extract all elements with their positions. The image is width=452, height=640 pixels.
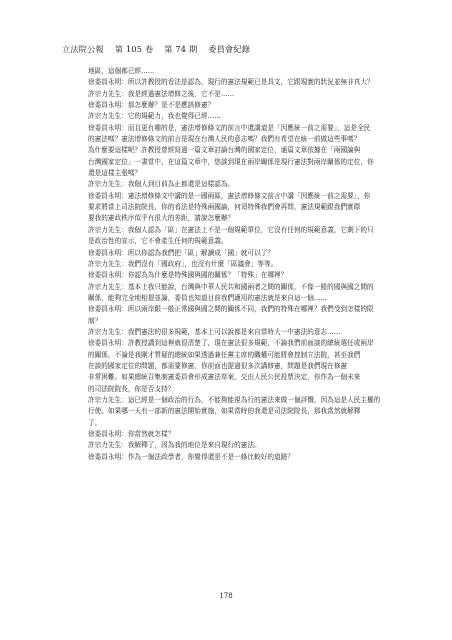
transcript-line: 制？ (88, 316, 102, 325)
transcript-line: 許宗力先生：我個人到目前為止都還是這樣認為。 (88, 180, 235, 189)
transcript-line: 許宗力先生：這已經是一個政治的行為，不能夠能視為行的憲法來做一個評價，因為這是人民主權的 (88, 395, 381, 404)
section-name: 委員會紀錄 (208, 44, 251, 54)
transcript-line: 關係，能夠完全地相提並論，委員也知道目前我們適用的憲法就是來自這一個…… (88, 293, 328, 302)
issue-number: 第 74 期 (164, 44, 198, 54)
transcript-line: 許宗力先生：我解釋了，因為我的地位是來自現行的憲法。 (88, 441, 261, 450)
transcript-line: 徐委員永明：所以你認為我們把「區」解讀成「國」就可以了？ (88, 248, 275, 257)
transcript-line: 許宗力先生：我們沒有「國政府」，也沒有什麼「區議會」等等。 (88, 259, 278, 268)
transcript-line: 在談的國家定位的問題，都需要修憲，你前面也提過很多次講修憲，問題是我們現在修憲 (88, 361, 348, 370)
transcript-line: 的關係，不論是我剛才質疑的總統如果透過兼任黨主席的職權可能將會控制立法院，甚至我們 (88, 350, 361, 359)
transcript-line: 許宗力先生：我是經過憲法增修之後，它不是…… (88, 89, 235, 98)
transcript-line: 行使。如果哪一天有一部新的憲法開始實施，如果當時的我還是司法院院長，那我當然就解釋 (88, 407, 361, 416)
transcript-line: 徐委員永明：你當然就怎樣？ (88, 430, 175, 438)
transcript-line: 徐委員永明：作為一個法政學者，你覺得還是不是一條比較好的道路？ (88, 452, 294, 461)
transcript-line: 要求將當上司法院院長，你的看法是特殊兩國論，何須特殊我們會再問，憲法規範跟我們實際 (88, 203, 361, 212)
transcript-line: 台灣國家定位」一書當中，在這篇文章中，您談到現在兩岸關係是現行憲法對兩岸關係的定位，你 (88, 157, 374, 166)
transcript-line: 的憲法嗎？憲法增修條文的前言是現在台灣人民的意志嗎？我們有希望在統一前做這些事嗎？ (88, 135, 361, 144)
volume-number: 第 105 卷 (114, 44, 154, 54)
transcript-line: 徐委員永明：那怎麼辦？是不是應該修憲？ (88, 101, 215, 110)
transcript-line: 非常困難。如果總統召集制憲委員會形成憲法草案，交由人民公民投票決定，你作為一個未來 (88, 373, 361, 382)
publication-name: 立法院公報 (62, 44, 104, 54)
transcript-line: 還是這樣主張嗎？ (88, 169, 142, 178)
transcript-line: 徐委員永明：所以兩岸跟一般正常國與國之間的關係不同，我們的特殊在哪裡？我們受到怎樣的限 (88, 305, 374, 314)
transcript-line: 徐委員永明：所以許教授的看法是認為，現行的憲法規範已是具文，它跟現實的狀況並無非真大？ (88, 78, 374, 87)
transcript-line: 許宗力先生：基本上我只能說，台灣與中華人民共和國兩者之間的關係，不像一般的國與國之間的 (88, 282, 374, 291)
transcript-body (88, 66, 396, 463)
transcript-line: 徐委員永明：憲法增修條文中講的是一國兩區，憲法增修條文前言中講「因應統一前之需要」，你 (88, 191, 371, 200)
transcript-line: 許宗力先生：我個人認為「區」在憲法上不是一個規範單位，它沒有任何的規範意義，它剩下的只 (88, 225, 374, 234)
transcript-line: 許宗力先生：我們憲法的很多規範，基本上可以說都是來自當時大一中憲法的意志…… (88, 327, 341, 336)
gazette-header (62, 44, 258, 55)
transcript-line: 許宗力先生：它的規範力，我也覺得已經…… (88, 112, 221, 121)
transcript-line: 要我的憲政秩序似乎有很大的差距，請說怎麼辦？ (88, 214, 235, 223)
transcript-line: 的司法院院長，你是否支持？ (88, 384, 175, 393)
transcript-line: 徐委員永明：而且更有趣的是，憲法增修條文的前言中還講道是「因應統一前之需要」，這是全民 (88, 123, 371, 132)
transcript-line: 為什麼要這樣呢？許教授曾經寫過一篇文章討論台灣的國家定位，通篇文章依據在「兩國論與 (88, 146, 361, 155)
transcript-line: 徐委員永明：你認為為什麼是特殊國與國的關係？「特殊」在哪裡？ (88, 271, 288, 280)
page-number: 178 (219, 592, 233, 600)
transcript-line: 了。 (88, 418, 102, 427)
transcript-line: 徐委員永明：許教授講到這裡就很清楚了，現在憲法很多規範，不論我們前面談的總統選任或兩岸 (88, 339, 374, 348)
transcript-line: 是政治性的宣示，它不會產生任何的規範意義。 (88, 237, 228, 246)
transcript-line: 地區，這個都已經…… (88, 67, 155, 75)
